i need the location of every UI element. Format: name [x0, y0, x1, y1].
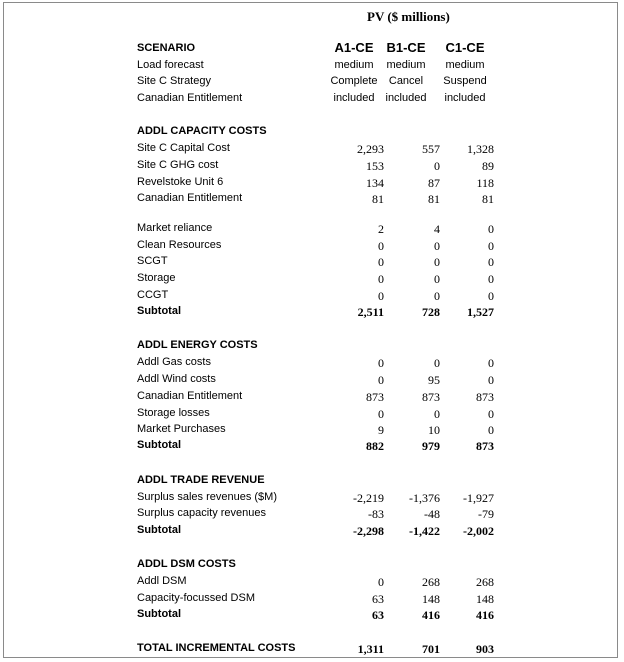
row-value-c1: 0 — [488, 407, 494, 421]
subtotal-a1: 63 — [372, 608, 384, 622]
subtotal-b1: 979 — [422, 439, 440, 453]
row-label: Capacity-focussed DSM — [137, 592, 255, 604]
subtotal-a1: -2,298 — [353, 524, 384, 538]
row-value-c1: -1,927 — [463, 491, 494, 505]
row-value-a1: 153 — [366, 159, 384, 173]
row-value-b1: 148 — [422, 592, 440, 606]
table-frame — [3, 2, 618, 658]
total-b1: 701 — [422, 642, 440, 656]
row-value-b1: 0 — [434, 289, 440, 303]
row-value-b1: 4 — [434, 222, 440, 236]
row-value-b1: -1,376 — [409, 491, 440, 505]
subtotal-a1: 882 — [366, 439, 384, 453]
row-label: Site C Capital Cost — [137, 142, 230, 154]
row-value-b1: 87 — [428, 176, 440, 190]
row-value-c1: 0 — [488, 239, 494, 253]
row-value-c1: 89 — [482, 159, 494, 173]
subtotal-b1: 416 — [422, 608, 440, 622]
row-label: Revelstoke Unit 6 — [137, 176, 224, 188]
row-value-a1: 0 — [378, 255, 384, 269]
row-value-b1: -48 — [424, 507, 440, 521]
row-value-c1: 148 — [476, 592, 494, 606]
row-value-a1: 0 — [378, 373, 384, 387]
row-value-b1: 268 — [422, 575, 440, 589]
row-value-b1: 0 — [434, 255, 440, 269]
row-label: Addl Wind costs — [137, 373, 216, 385]
section-title-trade: ADDL TRADE REVENUE — [137, 474, 265, 486]
row-label: CCGT — [137, 289, 169, 301]
site-c-strategy-a1: Complete — [330, 75, 378, 87]
row-label: Addl Gas costs — [137, 356, 211, 368]
total-a1: 1,311 — [357, 642, 384, 656]
subtotal-c1: -2,002 — [463, 524, 494, 538]
canadian-entitlement-hdr-label: Canadian Entitlement — [137, 92, 243, 104]
row-value-c1: 873 — [476, 390, 494, 404]
row-value-a1: 9 — [378, 423, 384, 437]
total-label: TOTAL INCREMENTAL COSTS — [137, 642, 296, 654]
row-value-a1: 63 — [372, 592, 384, 606]
scenario-a1: A1-CE — [334, 40, 374, 55]
subtotal-label: Subtotal — [137, 608, 181, 620]
row-value-b1: 873 — [422, 390, 440, 404]
row-value-c1: 1,328 — [467, 142, 494, 156]
row-value-b1: 95 — [428, 373, 440, 387]
site-c-strategy-c1: Suspend — [443, 75, 487, 87]
row-label: Storage losses — [137, 407, 210, 419]
canadian-entitlement-hdr-c1: included — [444, 92, 486, 104]
row-value-b1: 81 — [428, 192, 440, 206]
section-title-dsm: ADDL DSM COSTS — [137, 558, 236, 570]
row-value-c1: 0 — [488, 255, 494, 269]
row-label: Addl DSM — [137, 575, 187, 587]
row-value-a1: 0 — [378, 239, 384, 253]
row-label: Market reliance — [137, 222, 213, 234]
scenario-c1: C1-CE — [445, 40, 485, 55]
section-title-capacity: ADDL CAPACITY COSTS — [137, 125, 267, 137]
load-forecast-b1: medium — [386, 59, 426, 71]
table-title: PV ($ millions) — [367, 9, 450, 24]
subtotal-b1: -1,422 — [409, 524, 440, 538]
subtotal-label: Subtotal — [137, 439, 181, 451]
load-forecast-c1: medium — [445, 59, 485, 71]
subtotal-c1: 416 — [476, 608, 494, 622]
row-value-a1: 2 — [378, 222, 384, 236]
row-value-c1: 0 — [488, 373, 494, 387]
subtotal-c1: 1,527 — [467, 305, 494, 319]
row-value-a1: 873 — [366, 390, 384, 404]
row-value-c1: 81 — [482, 192, 494, 206]
row-label: Canadian Entitlement — [137, 192, 243, 204]
row-value-b1: 0 — [434, 159, 440, 173]
row-label: Surplus capacity revenues — [137, 507, 267, 519]
row-label: Storage — [137, 272, 176, 284]
row-value-c1: 0 — [488, 222, 494, 236]
row-value-c1: -79 — [478, 507, 494, 521]
row-value-a1: 0 — [378, 289, 384, 303]
subtotal-c1: 873 — [476, 439, 494, 453]
row-label: Market Purchases — [137, 423, 226, 435]
row-value-b1: 0 — [434, 356, 440, 370]
scenario-label: SCENARIO — [137, 42, 196, 54]
canadian-entitlement-hdr-a1: included — [333, 92, 375, 104]
row-value-a1: -2,219 — [353, 491, 384, 505]
row-value-c1: 268 — [476, 575, 494, 589]
canadian-entitlement-hdr-b1: included — [385, 92, 427, 104]
row-value-c1: 0 — [488, 356, 494, 370]
row-label: SCGT — [137, 255, 168, 267]
row-label: Site C GHG cost — [137, 159, 219, 171]
row-value-b1: 0 — [434, 272, 440, 286]
row-value-a1: 134 — [366, 176, 384, 190]
row-value-a1: 2,293 — [357, 142, 384, 156]
scenario-b1: B1-CE — [386, 40, 426, 55]
row-value-a1: -83 — [368, 507, 384, 521]
row-value-a1: 0 — [378, 407, 384, 421]
row-value-c1: 0 — [488, 289, 494, 303]
total-c1: 903 — [476, 642, 494, 656]
row-value-c1: 0 — [488, 423, 494, 437]
row-value-a1: 81 — [372, 192, 384, 206]
row-label: Canadian Entitlement — [137, 390, 243, 402]
load-forecast-label: Load forecast — [137, 59, 204, 71]
subtotal-a1: 2,511 — [357, 305, 384, 319]
row-value-a1: 0 — [378, 272, 384, 286]
row-label: Clean Resources — [137, 239, 222, 251]
row-value-b1: 557 — [422, 142, 440, 156]
row-value-a1: 0 — [378, 575, 384, 589]
subtotal-label: Subtotal — [137, 305, 181, 317]
site-c-strategy-label: Site C Strategy — [137, 75, 211, 87]
row-value-c1: 118 — [476, 176, 494, 190]
row-label: Surplus sales revenues ($M) — [137, 491, 278, 503]
row-value-b1: 0 — [434, 239, 440, 253]
section-title-energy: ADDL ENERGY COSTS — [137, 339, 258, 351]
row-value-b1: 0 — [434, 407, 440, 421]
site-c-strategy-b1: Cancel — [388, 75, 424, 87]
subtotal-label: Subtotal — [137, 524, 181, 536]
row-value-c1: 0 — [488, 272, 494, 286]
row-value-b1: 10 — [428, 423, 440, 437]
row-value-a1: 0 — [378, 356, 384, 370]
load-forecast-a1: medium — [334, 59, 374, 71]
subtotal-b1: 728 — [422, 305, 440, 319]
